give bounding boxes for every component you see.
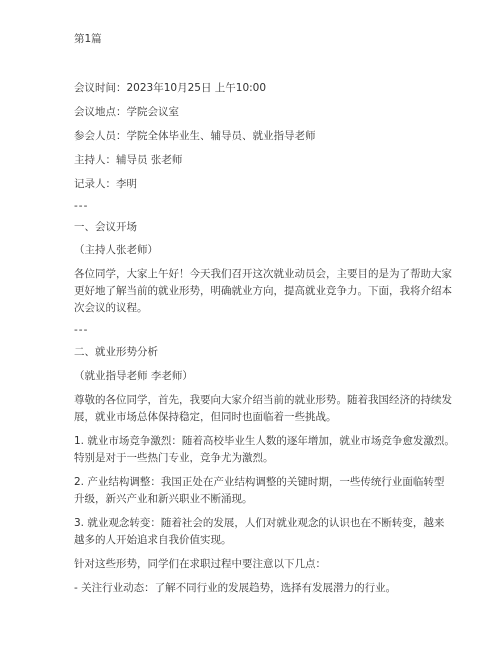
section1-paragraph-line: 更好地了解当前的就业形势，明确就业方向，提高就业竞争力。下面，我将介绍本 — [74, 285, 452, 297]
section1-subtitle: （主持人张老师） — [74, 244, 158, 256]
list-item-1-line: 1. 就业市场竞争激烈：随着高校毕业生人数的逐年增加，就业市场竞争愈发激烈。 — [74, 435, 455, 447]
list-item-2-line: 升级，新兴产业和新兴职业不断涌现。 — [74, 493, 253, 505]
list-item-2-line: 2. 产业结构调整：我国正处在产业结构调整的关键时期，一些传统行业面临转型 — [74, 476, 445, 488]
participants: 参会人员：学院全体毕业生、辅导员、就业指导老师 — [74, 130, 316, 142]
section2-paragraph-line: 展，就业市场总体保持稳定，但同时也面临着一些挑战。 — [74, 411, 337, 423]
recorder: 记录人：李明 — [74, 178, 137, 190]
list-item-3-line: 越多的人开始追求自我价值实现。 — [74, 534, 232, 546]
separator: --- — [74, 324, 89, 336]
section2-title: 二、就业形势分析 — [74, 346, 158, 358]
meeting-place: 会议地点：学院会议室 — [74, 106, 179, 118]
bullet-item: - 关注行业动态：了解不同行业的发展趋势，选择有发展潜力的行业。 — [74, 582, 397, 594]
document-heading: 第1篇 — [74, 33, 102, 45]
list-item-1-line: 特别是对于一些热门专业，竞争尤为激烈。 — [74, 452, 274, 464]
list-item-3-line: 3. 就业观念转变：随着社会的发展，人们对就业观念的认识也在不断转变，越来 — [74, 517, 445, 529]
section1-paragraph-line: 各位同学，大家上午好！今天我们召开这次就业动员会，主要目的是为了帮助大家 — [74, 268, 452, 280]
section2-paragraph: 针对这些形势，同学们在求职过程中要注意以下几点： — [74, 558, 326, 570]
section1-paragraph-line: 次会议的议程。 — [74, 302, 148, 314]
separator: --- — [74, 200, 89, 212]
host: 主持人：辅导员 张老师 — [74, 154, 183, 166]
meeting-time: 会议时间：2023年10月25日 上午10:00 — [74, 82, 267, 94]
section1-title: 一、会议开场 — [74, 221, 137, 233]
section2-paragraph-line: 尊敬的各位同学，首先，我要向大家介绍当前的就业形势。随着我国经济的持续发 — [74, 394, 452, 406]
section2-subtitle: （就业指导老师 李老师） — [74, 370, 193, 382]
